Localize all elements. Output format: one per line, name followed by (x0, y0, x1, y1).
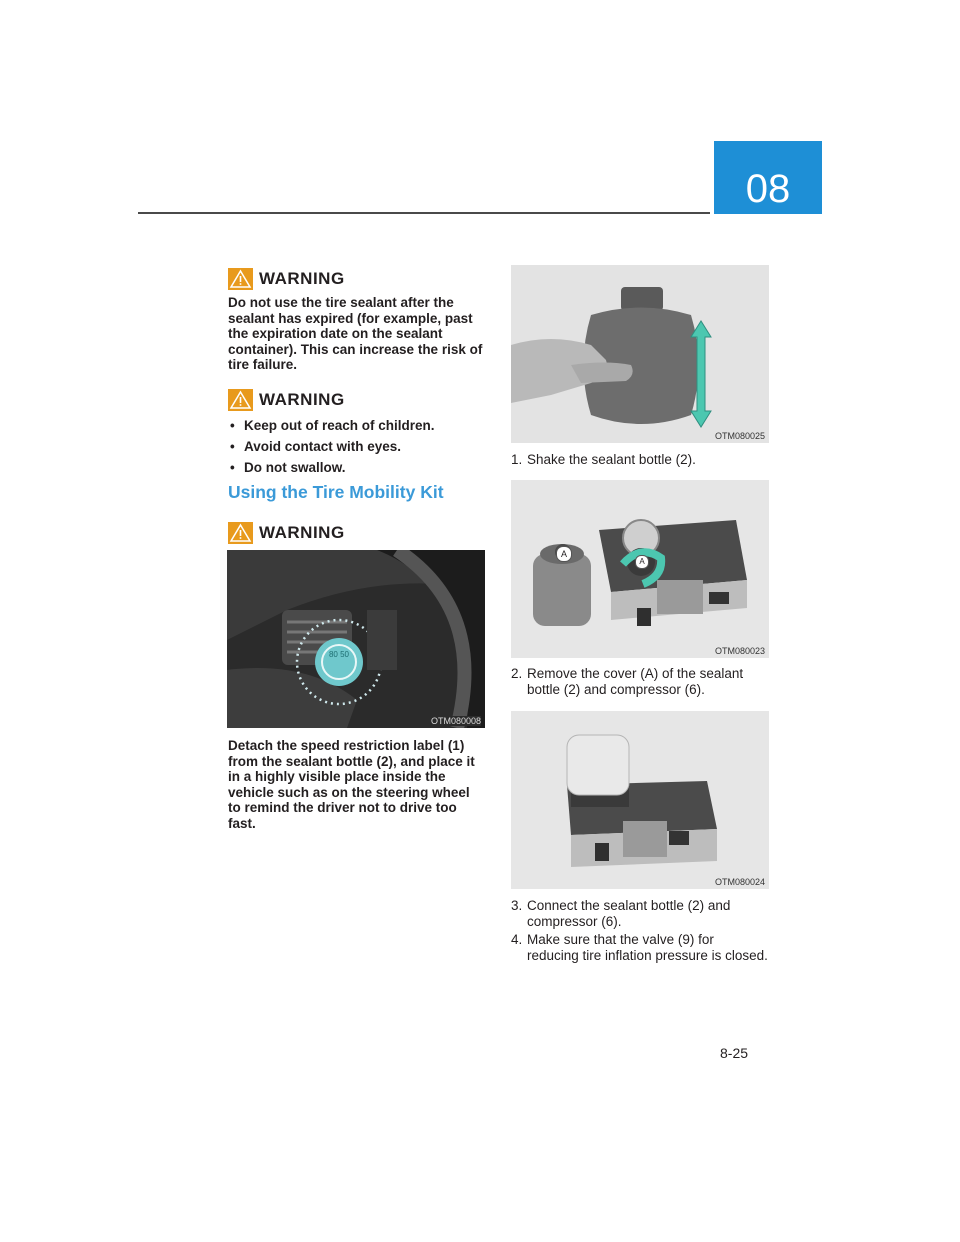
warning-heading (228, 522, 486, 544)
warning-block-expired (228, 268, 486, 373)
warning-icon (228, 389, 253, 411)
page-number: 8-25 (720, 1045, 749, 1061)
chapter-number: 08 (745, 167, 791, 211)
warning-heading (228, 389, 486, 411)
step-2 (511, 666, 769, 697)
figure-steering-label (227, 550, 485, 728)
connect-illustration (511, 711, 769, 889)
step-3 (511, 898, 769, 929)
step-text: Remove the cover (A) of the sealant bottle (2) and compressor (6). (527, 666, 744, 697)
figure-caption: Detach the speed restriction label (1) from the sealant bottle (2), and place it in a highly visible place inside the vehicle such as on the steering wheel to remind the driver not to drive too fast. (228, 738, 475, 831)
chapter-tab (714, 141, 822, 214)
warning-block-children (228, 389, 486, 481)
figure-code: OTM080008 (430, 716, 481, 726)
remove-cover-illustration (511, 480, 769, 658)
warning-title: WARNING (259, 523, 345, 542)
callout-a: A (635, 555, 649, 569)
shake-bottle-illustration (511, 265, 769, 443)
step-text: Shake the sealant bottle (2). (527, 452, 696, 467)
list-item: • Do not swallow. (228, 460, 486, 475)
warning-heading (228, 268, 486, 290)
list-item: • Avoid contact with eyes. (228, 439, 486, 454)
steering-wheel-illustration (227, 550, 485, 728)
section-title: Using the Tire Mobility Kit (228, 482, 444, 502)
figure-code: OTM080023 (714, 646, 765, 656)
step-text: Make sure that the valve (9) for reducing tire inflation pressure is closed. (527, 932, 768, 963)
warning-title: WARNING (259, 269, 345, 288)
header-rule (138, 212, 710, 214)
figure-shake-bottle (511, 265, 769, 443)
step-1 (511, 452, 769, 468)
callout-a: A (556, 546, 572, 562)
warning-block-kit (228, 522, 486, 544)
warning-icon (228, 268, 253, 290)
step-text: Connect the sealant bottle (2) and compressor (6). (527, 898, 731, 929)
figure-code: OTM080024 (714, 877, 765, 887)
figure-code: OTM080025 (714, 431, 765, 441)
step-number: 4. (511, 932, 523, 947)
step-number: 1. (511, 452, 523, 467)
step-number: 3. (511, 898, 523, 913)
warning-text: Do not use the tire sealant after the sealant has expired (for example, past the expiration date on the sealant container). This can increase the risk of tire failure. (228, 295, 483, 372)
warning-list (228, 418, 486, 475)
warning-title: WARNING (259, 390, 345, 409)
step-number: 2. (511, 666, 523, 681)
list-item: • Keep out of reach of children. (228, 418, 486, 433)
step-4 (511, 932, 769, 963)
speed-label-text: 80 50 (328, 650, 350, 659)
figure-remove-cover (511, 480, 769, 658)
warning-icon (228, 522, 253, 544)
figure-connect (511, 711, 769, 889)
